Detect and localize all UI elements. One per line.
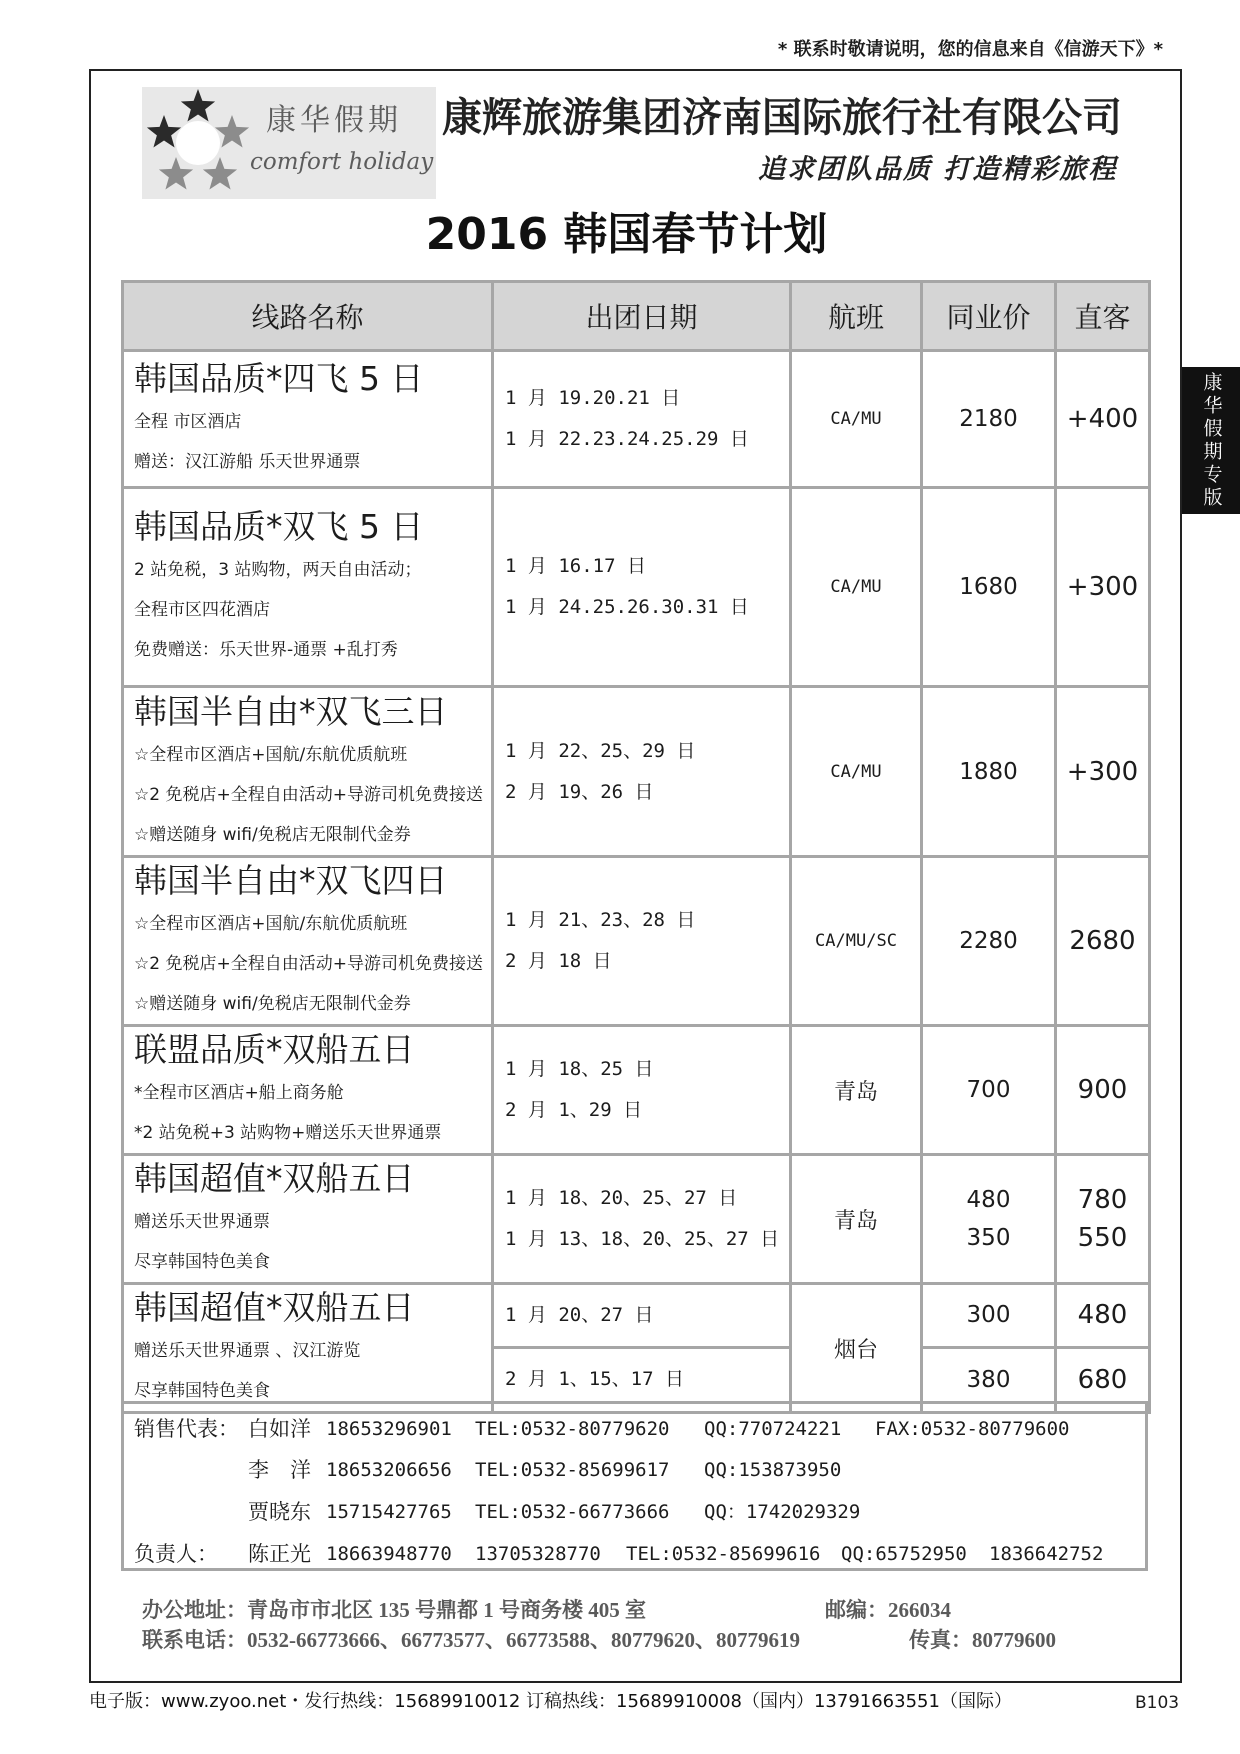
manager-row: [124, 1538, 1145, 1570]
route-name-cell: [123, 351, 493, 488]
footer-hotlines: 电子版：www.zyoo.net・发行热线：15689910012 订稿热线：15689910008（国内）13791663551（国际）: [89, 1691, 1012, 1712]
contact-name: 贾晓东: [248, 1500, 311, 1524]
departure-date: 1 月 22.23.24.25.29 日: [505, 428, 749, 450]
departure-dates-cell: [493, 488, 791, 687]
direct-price-cell: [1056, 1155, 1150, 1284]
route-name-cell: [123, 857, 493, 1026]
direct-price: 780: [1077, 1185, 1128, 1215]
direct-price-cell: [1056, 488, 1150, 687]
route-detail: ☆2 免税店+全程自由活动+导游司机免费接送: [134, 784, 483, 805]
manager-tel: TEL:0532-85699616: [626, 1543, 821, 1565]
direct-price-cell: [1056, 1284, 1150, 1348]
table-header-row: [123, 282, 1150, 351]
manager-name: 陈正光: [248, 1542, 311, 1566]
departure-dates-cell: [493, 1026, 791, 1155]
company-slogan: 追求团队品质 打造精彩旅程: [758, 154, 1118, 185]
route-detail: 赠送乐天世界通票 、汉江游览: [134, 1341, 361, 1361]
route-detail: 2 站免税，3 站购物，两天自由活动；: [134, 560, 422, 580]
departure-date: 1 月 13、18、20、25、27 日: [505, 1228, 780, 1250]
direct-price-cell: [1056, 857, 1150, 1026]
side-tab: [1182, 367, 1240, 514]
peer-price: 350: [966, 1225, 1011, 1251]
departure-date: 2 月 1、15、17 日: [505, 1368, 684, 1391]
departure-date: 1 月 19.20.21 日: [505, 387, 681, 409]
sales-label: 销售代表：: [134, 1417, 239, 1441]
contact-name: 白如洋: [248, 1417, 311, 1441]
peer-price-cell: [922, 488, 1056, 687]
contact-tel: TEL:0532-80779620: [475, 1418, 670, 1440]
departure-date: 1 月 16.17 日: [505, 555, 646, 577]
route-detail: ☆赠送随身 wifi/免税店无限制代金券: [134, 994, 411, 1014]
route-row: [123, 1284, 1150, 1348]
manager-mobile: 1836642752: [989, 1543, 1104, 1565]
route-detail: ☆全程市区酒店+国航/东航优质航班: [134, 744, 408, 765]
manager-mobile: 18663948770: [326, 1543, 452, 1565]
route-row: [123, 857, 1150, 1026]
direct-price-cell: [1056, 687, 1150, 857]
route-detail: 赠送：汉江游船 乐天世界通票: [134, 452, 361, 472]
route-title: 韩国超值*双船五日: [134, 1159, 415, 1198]
flight-cell: CA/MU: [791, 488, 922, 687]
contact-mobile: 15715427765: [326, 1501, 452, 1523]
logo-chinese-text: 康华假期: [266, 103, 402, 138]
direct-price-cell: [1056, 1026, 1150, 1155]
column-header-direct-price: 直客: [1056, 282, 1150, 351]
route-row: [123, 1026, 1150, 1155]
departure-date: 2 月 19、26 日: [505, 780, 654, 803]
route-row: [123, 687, 1150, 857]
contact-qq: QQ:770724221: [704, 1418, 842, 1440]
company-name: 康辉旅游集团济南国际旅行社有限公司: [442, 95, 1122, 141]
departure-port-cell: 烟台: [791, 1284, 922, 1413]
column-header-dates: 出团日期: [493, 282, 791, 351]
peer-price-cell: [922, 687, 1056, 857]
route-detail: ☆全程市区酒店+国航/东航优质航班: [134, 914, 408, 934]
departure-port-cell: 青岛: [791, 1026, 922, 1155]
contact-row: [124, 1454, 1145, 1486]
route-title: 联盟品质*双船五日: [134, 1030, 415, 1069]
contact-row: [124, 1496, 1145, 1528]
flight-cell: CA/MU: [791, 687, 922, 857]
departure-date: 1 月 20、27 日: [505, 1303, 654, 1326]
office-fax: 传真：80779600: [909, 1628, 1056, 1652]
contact-mobile: 18653206656: [326, 1459, 452, 1481]
contact-mobile: 18653296901: [326, 1418, 452, 1440]
office-address: 办公地址：青岛市市北区 135 号鼎都 1 号商务楼 405 室: [142, 1598, 646, 1622]
column-header-peer-price: 同业价: [922, 282, 1056, 351]
route-detail: *2 站免税+3 站购物+赠送乐天世界通票: [134, 1123, 442, 1143]
direct-price: 680: [1077, 1364, 1128, 1395]
direct-price: +300: [1066, 756, 1139, 787]
contact-qq: QQ:153873950: [704, 1459, 842, 1481]
route-name-cell: [123, 488, 493, 687]
direct-price: 480: [1077, 1300, 1128, 1331]
departure-port-cell: 青岛: [791, 1155, 922, 1284]
column-header-flight: 航班: [791, 282, 922, 351]
route-row: [123, 351, 1150, 488]
direct-price: +300: [1066, 572, 1139, 602]
peer-price: 300: [966, 1302, 1011, 1329]
stars-logo-icon: [142, 87, 254, 199]
route-detail: 赠送乐天世界通票: [134, 1212, 270, 1232]
contact-tel: TEL:0532-66773666: [475, 1501, 670, 1523]
route-detail: 全程 市区酒店: [134, 412, 242, 432]
side-tab-label: 康华假期专版: [1200, 371, 1223, 510]
flight-cell: CA/MU: [791, 351, 922, 488]
departure-dates-cell: [493, 687, 791, 857]
peer-price-cell: [922, 1155, 1056, 1284]
manager-qq: QQ:65752950: [841, 1543, 967, 1565]
route-row: [123, 1155, 1150, 1284]
departure-date: 1 月 18、20、25、27 日: [505, 1187, 738, 1209]
departure-dates-cell: [493, 351, 791, 488]
office-postcode: 邮编：266034: [825, 1598, 951, 1622]
peer-price: 1680: [959, 574, 1018, 600]
peer-price-cell: [922, 351, 1056, 488]
departure-dates-cell: [493, 857, 791, 1026]
office-phones: 联系电话：0532-66773666、66773577、66773588、80779620、80779619: [142, 1628, 800, 1652]
direct-price: 900: [1077, 1075, 1128, 1105]
manager-label: 负责人：: [134, 1542, 218, 1566]
tour-plan-table: [121, 280, 1151, 1414]
route-row: [123, 488, 1150, 687]
departure-dates-cell: [493, 1155, 791, 1284]
peer-price: 700: [966, 1077, 1011, 1103]
peer-price: 2280: [959, 928, 1018, 954]
direct-price: +400: [1066, 404, 1139, 434]
route-title: 韩国品质*双飞 5 日: [134, 507, 424, 546]
route-name-cell: [123, 687, 493, 857]
route-detail: ☆赠送随身 wifi/免税店无限制代金券: [134, 824, 411, 845]
route-detail: 全程市区四花酒店: [134, 600, 270, 620]
direct-price-cell: [1056, 351, 1150, 488]
route-title: 韩国超值*双船五日: [134, 1288, 415, 1327]
source-note: * 联系时敬请说明，您的信息来自《信游天下》*: [777, 39, 1163, 60]
route-title: 韩国半自由*双飞三日: [134, 691, 448, 731]
route-name-cell: [123, 1155, 493, 1284]
departure-dates-cell: [493, 1284, 791, 1348]
route-detail: 尽享韩国特色美食: [134, 1252, 270, 1272]
departure-date: 2 月 18 日: [505, 950, 612, 972]
peer-price: 2180: [959, 406, 1018, 432]
peer-price-cell: [922, 1284, 1056, 1348]
contact-row: [124, 1413, 1145, 1445]
departure-date: 1 月 22、25、29 日: [505, 739, 696, 762]
column-header-route: 线路名称: [123, 282, 493, 351]
page-title: 2016 韩国春节计划: [425, 209, 828, 260]
contact-name: 李 洋: [248, 1458, 311, 1482]
route-title: 韩国品质*四飞 5 日: [134, 359, 424, 398]
contact-fax: FAX:0532-80779600: [875, 1418, 1070, 1440]
page-number: B103: [1135, 1693, 1180, 1713]
peer-price: 480: [966, 1187, 1011, 1213]
departure-date: 1 月 18、25 日: [505, 1058, 654, 1080]
peer-price-cell: [922, 1026, 1056, 1155]
direct-price: 550: [1077, 1223, 1128, 1253]
route-detail: 尽享韩国特色美食: [134, 1381, 270, 1401]
peer-price: 380: [966, 1366, 1011, 1393]
contacts-box: [121, 1401, 1148, 1571]
peer-price: 1880: [959, 758, 1018, 785]
contact-qq: QQ：1742029329: [704, 1501, 861, 1523]
manager-mobile: 13705328770: [475, 1543, 601, 1565]
direct-price: 2680: [1069, 926, 1136, 956]
route-detail: ☆2 免税店+全程自由活动+导游司机免费接送: [134, 954, 483, 974]
route-title: 韩国半自由*双飞四日: [134, 861, 448, 900]
departure-date: 2 月 1、29 日: [505, 1099, 643, 1121]
flight-cell: CA/MU/SC: [791, 857, 922, 1026]
route-name-cell: [123, 1026, 493, 1155]
contact-tel: TEL:0532-85699617: [475, 1459, 670, 1481]
route-name-cell: [123, 1284, 493, 1413]
departure-date: 1 月 21、23、28 日: [505, 909, 696, 931]
logo: [142, 87, 436, 199]
route-detail: 免费赠送：乐天世界-通票 +乱打秀: [134, 640, 398, 660]
logo-english-text: comfort holiday: [250, 149, 434, 175]
departure-date: 1 月 24.25.26.30.31 日: [505, 596, 749, 618]
route-detail: *全程市区酒店+船上商务舱: [134, 1083, 344, 1103]
peer-price-cell: [922, 857, 1056, 1026]
